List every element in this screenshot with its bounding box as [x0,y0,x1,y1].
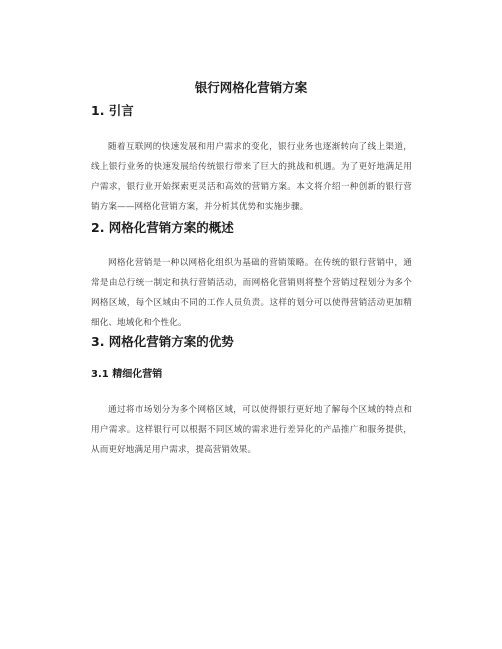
section-paragraph-introduction [91,137,412,217]
section-heading-introduction: 1. 引言 [91,103,134,118]
paragraph-line: 网格区域，每个区域由不同的工作人员负责。这样的划分可以使得营销活动更加精 [91,298,412,308]
section-paragraph-overview [91,253,412,333]
paragraph-line: 细化、地域化和个性化。 [91,318,187,328]
document-title: 银行网格化营销方案 [194,80,308,95]
paragraph-line: 常是由总行统一制定和执行营销活动，而网格化营销则将整个营销过程划分为多个 [91,278,412,288]
paragraph-line: 户需求，银行业开始探索更灵活和高效的营销方案。本文将介绍一种创新的银行营 [91,182,412,192]
paragraph-line: 线上银行业务的快速发展给传统银行带来了巨大的挑战和机遇。为了更好地满足用 [91,162,412,172]
paragraph-line: 用户需求。这样银行可以根据不同区域的需求进行差异化的产品推广和服务提供， [91,425,412,435]
paragraph-line: 通过将市场划分为多个网格区域，可以使得银行更好地了解每个区域的特点和 [108,405,412,415]
paragraph-line: 网格化营销是一种以网格化组织为基础的营销策略。在传统的银行营销中，通 [108,258,412,268]
paragraph-line: 从而更好地满足用户需求，提高营销效果。 [91,445,257,455]
subsection-paragraph-refined-marketing [91,400,412,460]
paragraph-line: 随着互联网的快速发展和用户需求的变化，银行业务也逐渐转向了线上渠道， [108,142,412,152]
subsection-heading-refined-marketing: 3.1 精细化营销 [91,369,163,380]
section-heading-overview: 2. 网格化营销方案的概述 [91,220,234,235]
section-heading-advantages: 3. 网格化营销方案的优势 [91,334,234,349]
paragraph-line: 销方案——网格化营销方案，并分析其优势和实施步骤。 [91,202,309,212]
